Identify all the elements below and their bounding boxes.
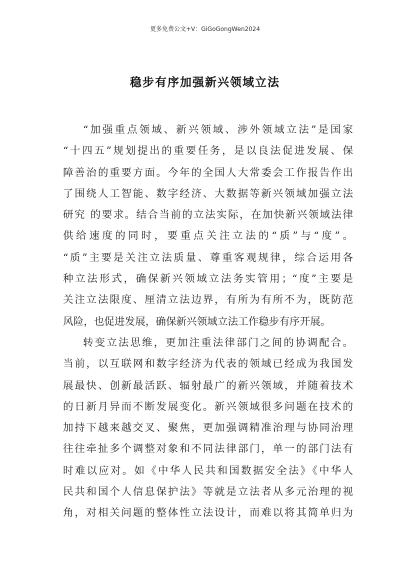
body-line: 的日新月异而不断发展变化。新兴领域很多问题在技术的 (63, 400, 353, 413)
body-line: 转变立法思维，更加注重法律部门之间的协调配合。 (83, 336, 353, 349)
body-line: 障善治的重要方面。今年的全国人大常委会工作报告作出 (63, 166, 353, 179)
body-line: 角，对相关问题的整体性立法设计，而难以将其简单归为 (63, 507, 353, 520)
body-line: “质”主要是关注立法质量、尊重客观规律，综合运用各 (63, 251, 353, 264)
body-line: 加持下越来越交叉、聚焦，更加强调精准治理与协同治理 (63, 422, 353, 435)
body-line: 当前，以互联网和数字经济为代表的领域已经成为我国发 (63, 358, 353, 371)
body-line: 关注立法限度、厘清立法边界，有所为有所不为，既防范 (63, 294, 353, 307)
body-line: 展最快、创新最活跃、辐射最广的新兴领域，并随着技术 (63, 379, 353, 392)
page-header: 更多免费公文+V：GiGoGongWen2024 (149, 26, 261, 33)
body-line: 风险，也促进发展，确保新兴领域立法工作稳步有序开展。 (63, 315, 331, 328)
body-line: 研究 的要求。结合当前的立法实际，在加快新兴领域法律 (63, 209, 353, 222)
document-title: 稳步有序加强新兴领域立法 (130, 75, 280, 89)
body-line: 民共和国个人信息保护法》等就是立法者从多元治理的视 (63, 486, 353, 499)
body-line: 了围绕人工智能、数字经济、大数据等新兴领域加强立法 (63, 187, 353, 200)
document-body (63, 120, 353, 525)
body-line: 种立法形式，确保新兴领域立法务实管用；“度”主要是 (63, 273, 353, 286)
body-line: 往往牵扯多个调整对象和不同法律部门，单一的部门法有 (63, 443, 353, 456)
body-line: “十四五”规划提出的重要任务，是以良法促进发展、保 (63, 145, 353, 158)
body-line: “加强重点领域、新兴领域、涉外领域立法”是国家 (83, 124, 353, 136)
body-line: 供给速度的同时，要重点关注立法的“质”与“度”。 (63, 230, 353, 243)
body-line: 时难以应对。如《中华人民共和国数据安全法》《中华人 (63, 464, 353, 477)
